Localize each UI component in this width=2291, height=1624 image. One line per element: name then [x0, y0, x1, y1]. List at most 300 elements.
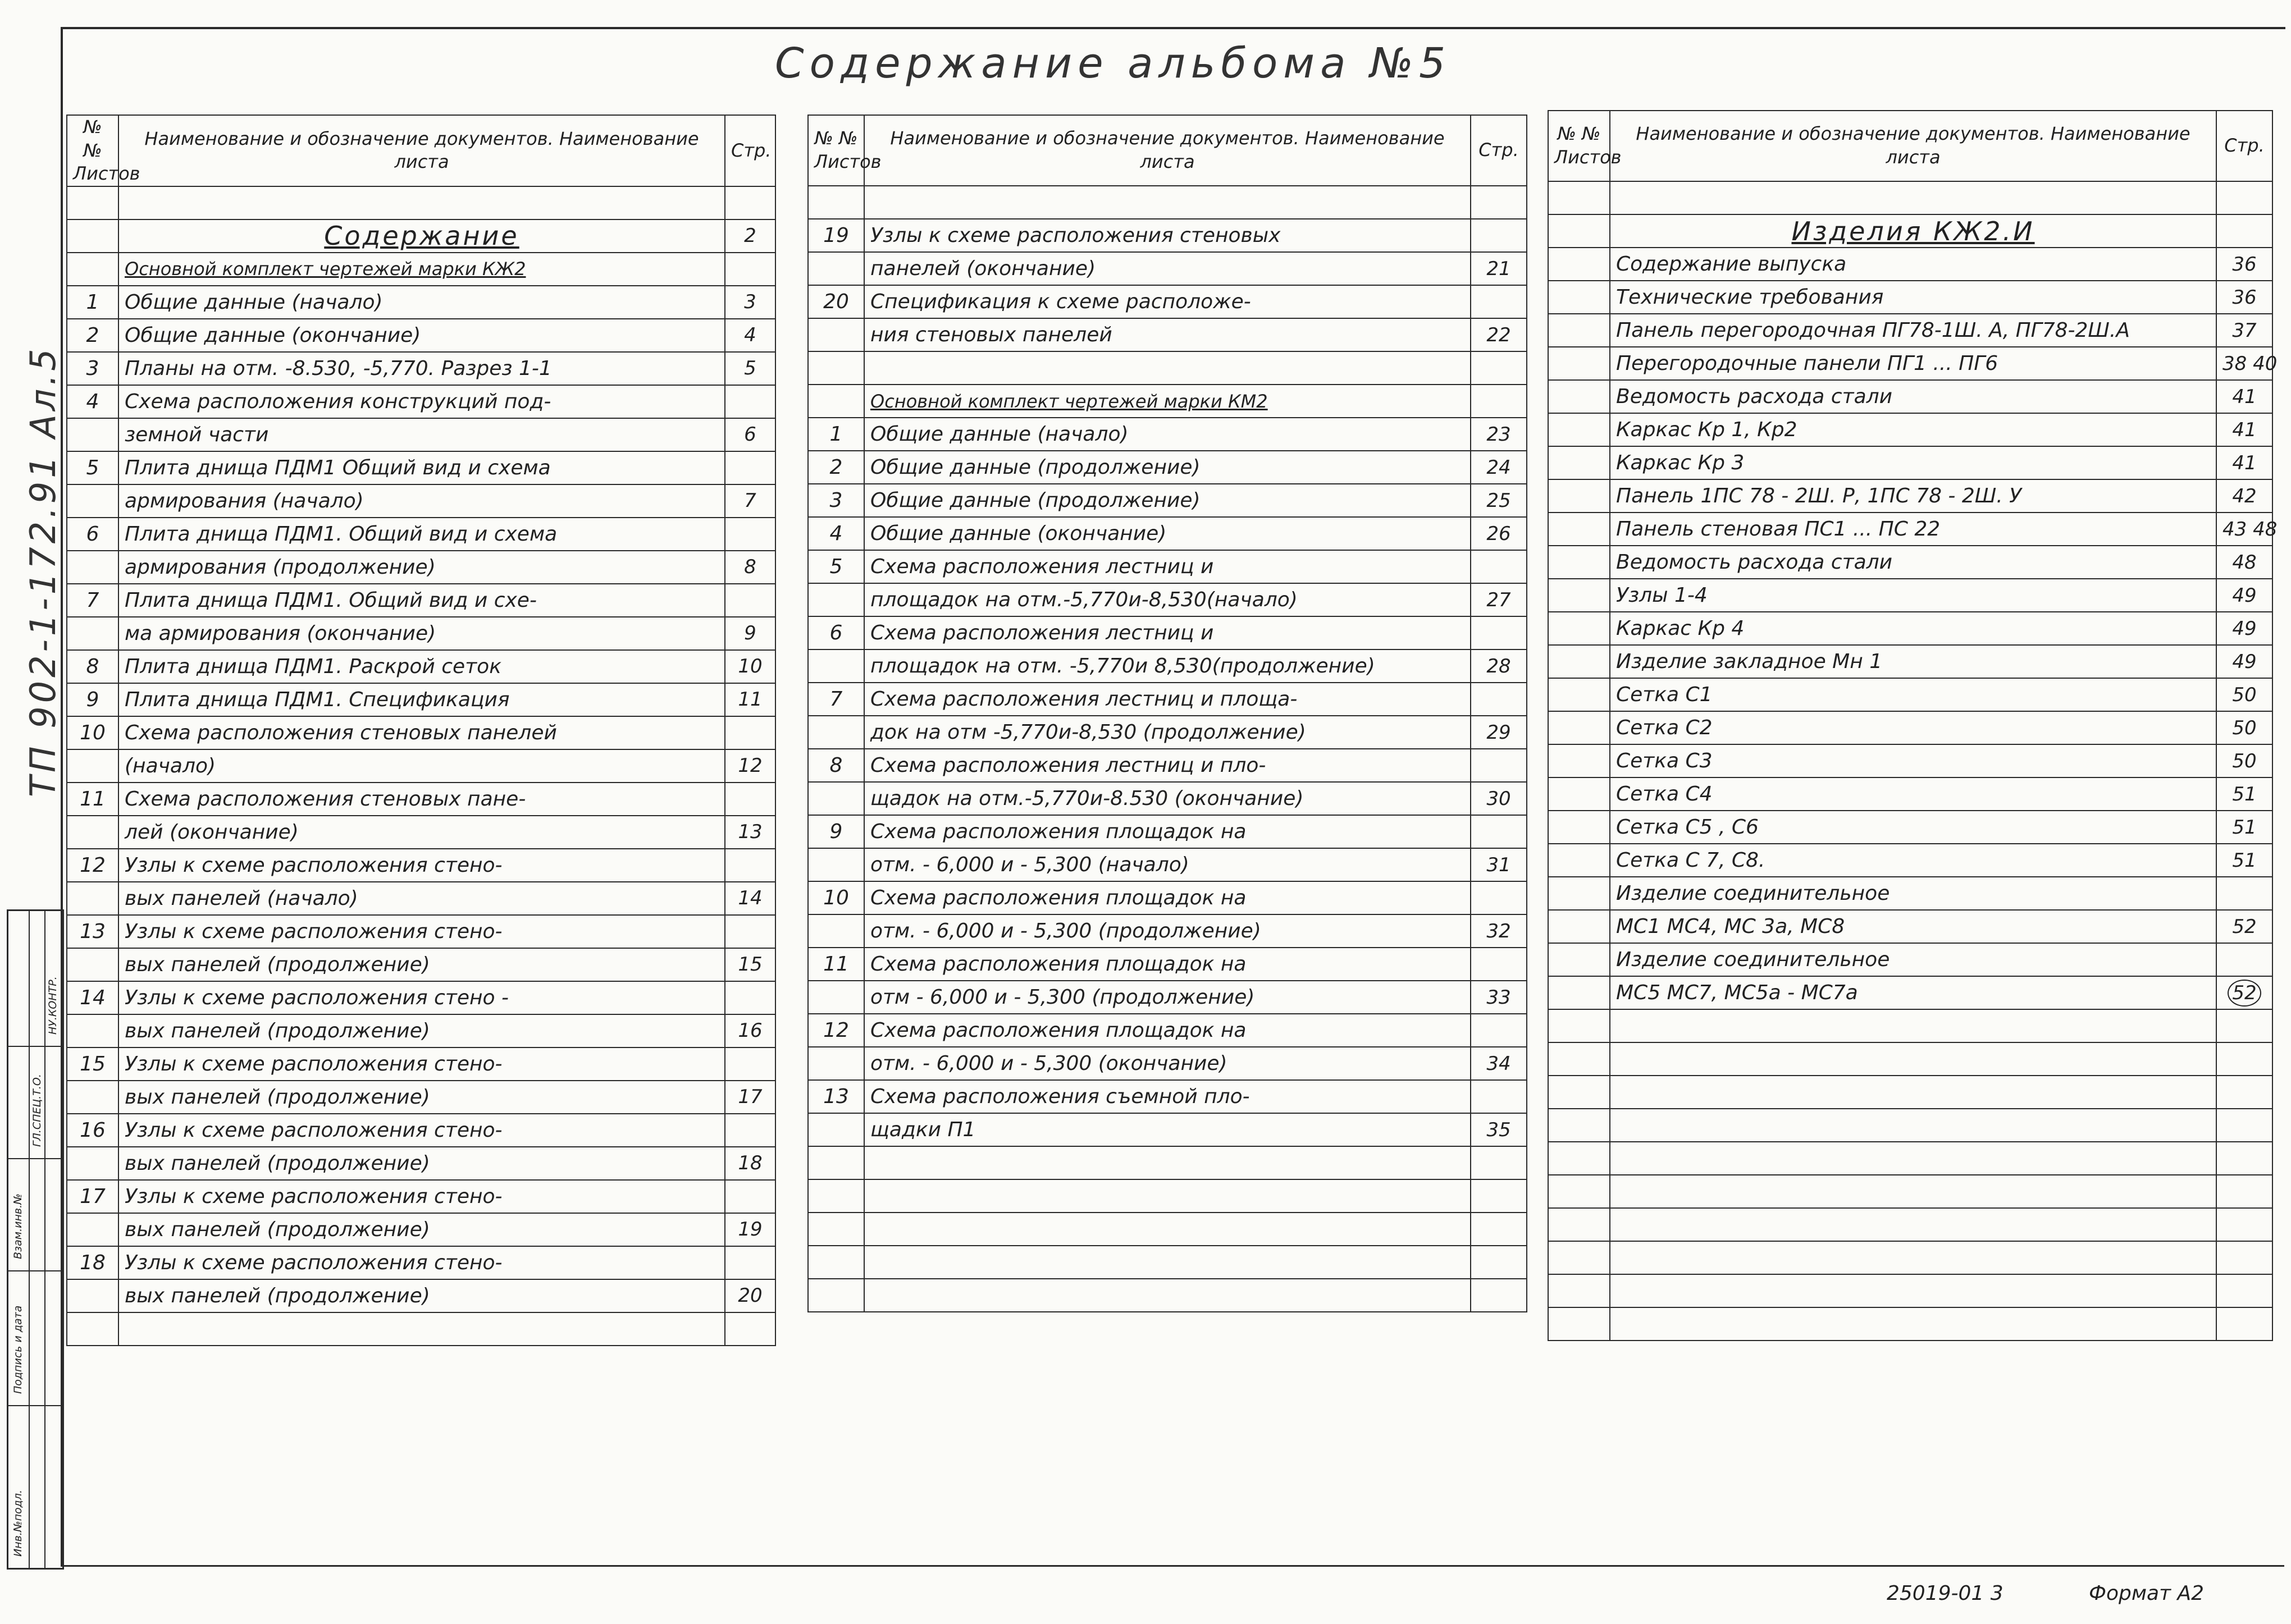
page-cell: 36	[2216, 248, 2272, 281]
table-row	[67, 948, 775, 981]
table-row	[67, 650, 775, 683]
row-number-cell	[1548, 281, 1610, 314]
page-cell: 41	[2216, 446, 2272, 479]
row-number-cell	[808, 782, 864, 815]
table-row	[1548, 1175, 2272, 1208]
row-number-cell	[1548, 513, 1610, 546]
table-row	[808, 881, 1527, 914]
table-row	[808, 252, 1527, 285]
table-row	[1548, 711, 2272, 744]
table-row	[67, 253, 775, 286]
page-cell	[725, 584, 775, 617]
row-name-cell: (начало)	[118, 749, 725, 783]
table-row	[1548, 214, 2272, 248]
row-number-cell	[1548, 1076, 1610, 1109]
table-row	[67, 915, 775, 948]
row-name-cell: Общие данные (окончание)	[118, 319, 725, 352]
table-row	[808, 683, 1527, 716]
table-row	[808, 1014, 1527, 1047]
row-number-cell	[1548, 479, 1610, 513]
row-number-cell	[1548, 1175, 1610, 1208]
row-number-cell	[1548, 1142, 1610, 1175]
page-cell: 23	[1471, 418, 1527, 451]
row-name-cell	[1610, 1009, 2216, 1042]
table-row	[67, 1147, 775, 1180]
table-row	[1548, 479, 2272, 513]
table-row	[808, 451, 1527, 484]
table-row	[1548, 811, 2272, 844]
row-name-cell: Узлы к схеме расположения стено -	[118, 981, 725, 1014]
table-row	[808, 219, 1527, 252]
row-name-cell: Узлы к схеме расположения стеновых	[864, 219, 1471, 252]
row-number-cell: 6	[67, 518, 118, 551]
row-number-cell	[67, 1279, 118, 1312]
row-number-cell: 6	[808, 616, 864, 649]
row-name-cell: земной части	[118, 418, 725, 451]
table-row	[1548, 976, 2272, 1009]
row-name-cell: Схема расположения конструкций под-	[118, 385, 725, 418]
page-cell	[725, 451, 775, 484]
table-row	[1548, 347, 2272, 380]
page-cell: 10	[725, 650, 775, 683]
row-number-cell	[1548, 744, 1610, 777]
page-cell: 41	[2216, 380, 2272, 413]
row-name-cell: Узлы к схеме расположения стено-	[118, 915, 725, 948]
table-row	[1548, 910, 2272, 943]
row-number-cell	[1548, 248, 1610, 281]
row-name-cell: Ведомость расхода стали	[1610, 546, 2216, 579]
table-row	[67, 352, 775, 385]
table-row	[67, 584, 775, 617]
table-row	[67, 1279, 775, 1312]
page-cell: 21	[1471, 252, 1527, 285]
column-header-num: № № Листов	[808, 115, 864, 186]
page-cell: 6	[725, 418, 775, 451]
row-name-cell	[1610, 1274, 2216, 1307]
table-row	[1548, 1307, 2272, 1341]
sheet-format: Формат А2	[2089, 1582, 2205, 1605]
table-row	[67, 286, 775, 319]
row-name-cell: щадки П1	[864, 1113, 1471, 1146]
page-cell: 7	[725, 484, 775, 518]
table-row	[67, 783, 775, 816]
row-name-cell: Узлы к схеме расположения стено-	[118, 1047, 725, 1081]
page-cell	[725, 849, 775, 882]
table-row	[808, 1080, 1527, 1113]
page-cell: 32	[1471, 914, 1527, 948]
table-row	[1548, 877, 2272, 910]
row-number-cell	[1548, 1274, 1610, 1307]
table-row	[1548, 579, 2272, 612]
page-cell	[1471, 1246, 1527, 1279]
row-number-cell: 1	[67, 286, 118, 319]
table-row	[808, 782, 1527, 815]
row-name-cell: Схема расположения съемной пло-	[864, 1080, 1471, 1113]
row-number-cell	[1548, 446, 1610, 479]
page-cell: 26	[1471, 517, 1527, 550]
row-number-cell	[1548, 910, 1610, 943]
row-name-cell: Узлы 1-4	[1610, 579, 2216, 612]
table-row	[1548, 1109, 2272, 1142]
row-name-cell: вых панелей (продолжение)	[118, 948, 725, 981]
page-cell: 37	[2216, 314, 2272, 347]
page-cell: 19	[725, 1213, 775, 1246]
table-row	[1548, 744, 2272, 777]
page-cell: 41	[2216, 413, 2272, 446]
row-name-cell: Каркас Кр 1, Кр2	[1610, 413, 2216, 446]
row-number-cell	[67, 1312, 118, 1346]
row-number-cell	[1548, 612, 1610, 645]
page-cell	[1471, 1179, 1527, 1213]
page-cell: 2	[725, 219, 775, 253]
page-cell	[2216, 1208, 2272, 1241]
row-name-cell: щадок на отм.-5,770и-8.530 (окончание)	[864, 782, 1471, 815]
table-row	[1548, 281, 2272, 314]
page-cell	[725, 1047, 775, 1081]
row-number-cell	[1548, 877, 1610, 910]
row-number-cell	[67, 1081, 118, 1114]
row-number-cell: 13	[67, 915, 118, 948]
row-number-cell	[1548, 380, 1610, 413]
table-row	[1548, 181, 2272, 214]
table-row	[808, 385, 1527, 418]
column-header-name: Наименование и обозначение документов. Наименование листа	[118, 115, 725, 186]
subheading: Основной комплект чертежей марки КМ2	[870, 390, 1268, 412]
column-header-num: № № Листов	[1548, 111, 1610, 181]
table-row	[67, 1114, 775, 1147]
row-name-cell	[1610, 1076, 2216, 1109]
row-name-cell: ния стеновых панелей	[864, 318, 1471, 351]
row-number-cell	[808, 1279, 864, 1312]
stamp-label: Подпись и дата	[12, 1305, 24, 1394]
row-name-cell: отм. - 6,000 и - 5,300 (начало)	[864, 848, 1471, 881]
circled-page-number: 52	[2228, 980, 2261, 1007]
row-number-cell: 4	[808, 517, 864, 550]
page-cell	[2216, 1241, 2272, 1274]
row-name-cell: вых панелей (начало)	[118, 882, 725, 915]
page-cell	[725, 981, 775, 1014]
table-row	[808, 815, 1527, 848]
row-number-cell	[1548, 976, 1610, 1009]
row-number-cell	[1548, 678, 1610, 711]
page-cell	[2216, 1307, 2272, 1341]
page-cell: 31	[1471, 848, 1527, 881]
page-cell	[2216, 1274, 2272, 1307]
page-cell: 18	[725, 1147, 775, 1180]
row-number-cell	[1548, 1307, 1610, 1341]
table-row	[808, 848, 1527, 881]
page-cell: 14	[725, 882, 775, 915]
row-number-cell: 10	[67, 716, 118, 749]
row-name-cell: Панель 1ПС 78 - 2Ш. Р, 1ПС 78 - 2Ш. У	[1610, 479, 2216, 513]
frame-bottom-line	[61, 1565, 2284, 1567]
row-number-cell	[1548, 777, 1610, 811]
page-cell	[2216, 1042, 2272, 1076]
page-cell: 51	[2216, 777, 2272, 811]
page-cell	[1471, 1213, 1527, 1246]
table-row	[808, 583, 1527, 616]
row-number-cell	[1548, 1042, 1610, 1076]
table-row	[67, 1312, 775, 1346]
table-row	[808, 1279, 1527, 1312]
row-name-cell: Узлы к схеме расположения стено-	[118, 1114, 725, 1147]
row-number-cell: 3	[67, 352, 118, 385]
row-name-cell: Схема расположения стеновых пане-	[118, 783, 725, 816]
row-name-cell: Спецификация к схеме расположе-	[864, 285, 1471, 318]
table-row	[67, 981, 775, 1014]
row-name-cell: площадок на отм.-5,770и-8,530(начало)	[864, 583, 1471, 616]
table-row	[808, 1146, 1527, 1179]
stamp-label: Взам.инв.№	[12, 1193, 24, 1259]
row-name-cell: МС1 МС4, МС 3а, МС8	[1610, 910, 2216, 943]
row-number-cell	[1548, 645, 1610, 678]
table-row	[808, 749, 1527, 782]
row-number-cell	[808, 1246, 864, 1279]
page-cell: 33	[1471, 981, 1527, 1014]
page-cell	[2216, 943, 2272, 976]
row-number-cell: 5	[67, 451, 118, 484]
row-number-cell	[808, 848, 864, 881]
table-row	[1548, 1241, 2272, 1274]
row-number-cell	[1548, 943, 1610, 976]
contents-table-3	[1548, 110, 2278, 1341]
page-cell: 13	[725, 816, 775, 849]
table-row	[67, 816, 775, 849]
page-cell: 43 48	[2216, 513, 2272, 546]
row-number-cell: 14	[67, 981, 118, 1014]
page-cell: 22	[1471, 318, 1527, 351]
page-cell: 17	[725, 1081, 775, 1114]
page-cell	[725, 1312, 775, 1346]
row-name-cell	[864, 1179, 1471, 1213]
table-row	[1548, 844, 2272, 877]
row-number-cell	[1548, 413, 1610, 446]
row-number-cell: 11	[67, 783, 118, 816]
table-row	[1548, 248, 2272, 281]
page-cell	[2216, 1142, 2272, 1175]
column-header-num: № № Листов	[67, 115, 118, 186]
table-row	[808, 550, 1527, 583]
row-number-cell	[808, 914, 864, 948]
row-name-cell	[864, 351, 1471, 385]
drawing-code: 25019-01 3	[1887, 1582, 2004, 1605]
row-name-cell: Каркас Кр 3	[1610, 446, 2216, 479]
frame-top-line	[62, 27, 2285, 29]
page-cell: 25	[1471, 484, 1527, 517]
table-row	[808, 418, 1527, 451]
table-row	[1548, 1274, 2272, 1307]
row-name-cell: Схема расположения лестниц и площа-	[864, 683, 1471, 716]
page-cell	[1471, 550, 1527, 583]
row-number-cell	[808, 1113, 864, 1146]
table-row	[808, 649, 1527, 683]
row-number-cell	[67, 617, 118, 650]
row-name-cell: Плита днища ПДМ1. Спецификация	[118, 683, 725, 716]
page-cell	[725, 783, 775, 816]
page-cell: 4	[725, 319, 775, 352]
table-row	[67, 551, 775, 584]
row-name-cell: Сетка С 7, С8.	[1610, 844, 2216, 877]
row-name-cell: Каркас Кр 4	[1610, 612, 2216, 645]
row-number-cell	[1548, 1208, 1610, 1241]
page-cell	[725, 1114, 775, 1147]
row-name-cell	[118, 1312, 725, 1346]
contents-table-1	[66, 115, 776, 1346]
row-name-cell: Сетка С4	[1610, 777, 2216, 811]
table-row	[1548, 380, 2272, 413]
page-cell: 9	[725, 617, 775, 650]
row-number-cell	[67, 882, 118, 915]
table-row	[67, 518, 775, 551]
page-cell: 16	[725, 1014, 775, 1047]
row-number-cell: 4	[67, 385, 118, 418]
page-cell: 20	[725, 1279, 775, 1312]
table-row	[67, 484, 775, 518]
row-number-cell	[808, 1047, 864, 1080]
page-cell	[2216, 877, 2272, 910]
table-row	[1548, 1009, 2272, 1042]
row-name-cell: Планы на отм. -8.530, -5,770. Разрез 1-1	[118, 352, 725, 385]
row-number-cell: 9	[808, 815, 864, 848]
row-name-cell: площадок на отм. -5,770и 8,530(продолжение)	[864, 649, 1471, 683]
row-name-cell: Панель стеновая ПС1 ... ПС 22	[1610, 513, 2216, 546]
contents-table-2	[807, 115, 1527, 1312]
row-name-cell: МС5 МС7, МС5а - МС7а	[1610, 976, 2216, 1009]
row-number-cell: 7	[67, 584, 118, 617]
row-name-cell	[1610, 1307, 2216, 1341]
page-cell: 15	[725, 948, 775, 981]
table-row	[808, 1113, 1527, 1146]
row-name-cell: Технические требования	[1610, 281, 2216, 314]
table-row	[808, 914, 1527, 948]
row-number-cell: 12	[67, 849, 118, 882]
row-number-cell	[808, 716, 864, 749]
column-header-page: Стр.	[725, 115, 775, 186]
row-number-cell	[67, 948, 118, 981]
column-header-name: Наименование и обозначение документов. Наименование листа	[864, 115, 1471, 186]
table-row	[808, 517, 1527, 550]
table-row	[67, 882, 775, 915]
row-name-cell: панелей (окончание)	[864, 252, 1471, 285]
table-row	[67, 1014, 775, 1047]
row-number-cell	[1548, 347, 1610, 380]
row-name-cell: вых панелей (продолжение)	[118, 1147, 725, 1180]
page-cell	[1471, 881, 1527, 914]
page-cell: 11	[725, 683, 775, 716]
row-name-cell: Сетка С5 , С6	[1610, 811, 2216, 844]
table-row	[67, 617, 775, 650]
row-number-cell	[67, 816, 118, 849]
page-cell	[1471, 616, 1527, 649]
page-cell	[1471, 1014, 1527, 1047]
row-number-cell: 9	[67, 683, 118, 716]
page-cell: 42	[2216, 479, 2272, 513]
row-number-cell: 16	[67, 1114, 118, 1147]
table-row	[808, 318, 1527, 351]
table-row	[808, 285, 1527, 318]
page-cell	[725, 716, 775, 749]
page-cell	[1471, 1279, 1527, 1312]
row-name-cell: отм. - 6,000 и - 5,300 (окончание)	[864, 1047, 1471, 1080]
row-name-cell: Узлы к схеме расположения стено-	[118, 1180, 725, 1213]
row-name-cell: Ведомость расхода стали	[1610, 380, 2216, 413]
page-cell: 52	[2216, 910, 2272, 943]
table-row	[1548, 314, 2272, 347]
stamp-label: ГЛ.СПЕЦ.Т.О.	[31, 1074, 43, 1147]
row-name-cell	[864, 1279, 1471, 1312]
table-row	[67, 1213, 775, 1246]
row-number-cell	[67, 551, 118, 584]
row-name-cell: лей (окончание)	[118, 816, 725, 849]
row-name-cell: Сетка С2	[1610, 711, 2216, 744]
row-number-cell	[1548, 546, 1610, 579]
row-number-cell	[1548, 1009, 1610, 1042]
row-name-cell: вых панелей (продолжение)	[118, 1014, 725, 1047]
table-row	[808, 616, 1527, 649]
row-number-cell	[67, 749, 118, 783]
table-row	[67, 683, 775, 716]
row-number-cell	[808, 252, 864, 285]
row-number-cell	[1548, 1109, 1610, 1142]
table-row	[67, 219, 775, 253]
page-cell: 8	[725, 551, 775, 584]
page-cell: 28	[1471, 649, 1527, 683]
row-name-cell: армирования (начало)	[118, 484, 725, 518]
table-row	[67, 849, 775, 882]
row-number-cell	[808, 649, 864, 683]
row-number-cell	[67, 418, 118, 451]
page-cell	[2216, 1109, 2272, 1142]
row-number-cell: 19	[808, 219, 864, 252]
row-name-cell: док на отм -5,770и-8,530 (продолжение)	[864, 716, 1471, 749]
page-cell	[1471, 815, 1527, 848]
page-cell: 50	[2216, 744, 2272, 777]
page-cell: 49	[2216, 612, 2272, 645]
table-row	[1548, 777, 2272, 811]
page-cell: 51	[2216, 844, 2272, 877]
table-row	[1548, 546, 2272, 579]
row-number-cell: 2	[808, 451, 864, 484]
row-name-cell: отм - 6,000 и - 5,300 (продолжение)	[864, 981, 1471, 1014]
table-row	[67, 418, 775, 451]
row-number-cell: 11	[808, 948, 864, 981]
row-name-cell: Сетка С3	[1610, 744, 2216, 777]
row-number-cell: 8	[67, 650, 118, 683]
row-name-cell: вых панелей (продолжение)	[118, 1213, 725, 1246]
table-row	[808, 1047, 1527, 1080]
page-cell	[1471, 948, 1527, 981]
page-cell: 48	[2216, 546, 2272, 579]
table-row	[808, 1213, 1527, 1246]
row-number-cell: 8	[808, 749, 864, 782]
table-row	[808, 186, 1527, 219]
page-cell: 36	[2216, 281, 2272, 314]
page-cell: 34	[1471, 1047, 1527, 1080]
row-name-cell: Схема расположения площадок на	[864, 1014, 1471, 1047]
side-stamp	[7, 909, 64, 1570]
column-header-page: Стр.	[1471, 115, 1527, 186]
row-number-cell: 18	[67, 1246, 118, 1279]
table-row	[808, 981, 1527, 1014]
table-row	[67, 319, 775, 352]
page-cell	[725, 385, 775, 418]
row-number-cell	[1548, 1241, 1610, 1274]
page-cell: 35	[1471, 1113, 1527, 1146]
row-name-cell: ма армирования (окончание)	[118, 617, 725, 650]
column-header-name: Наименование и обозначение документов. Наименование листа	[1610, 111, 2216, 181]
row-name-cell: отм. - 6,000 и - 5,300 (продолжение)	[864, 914, 1471, 948]
table-row	[808, 351, 1527, 385]
